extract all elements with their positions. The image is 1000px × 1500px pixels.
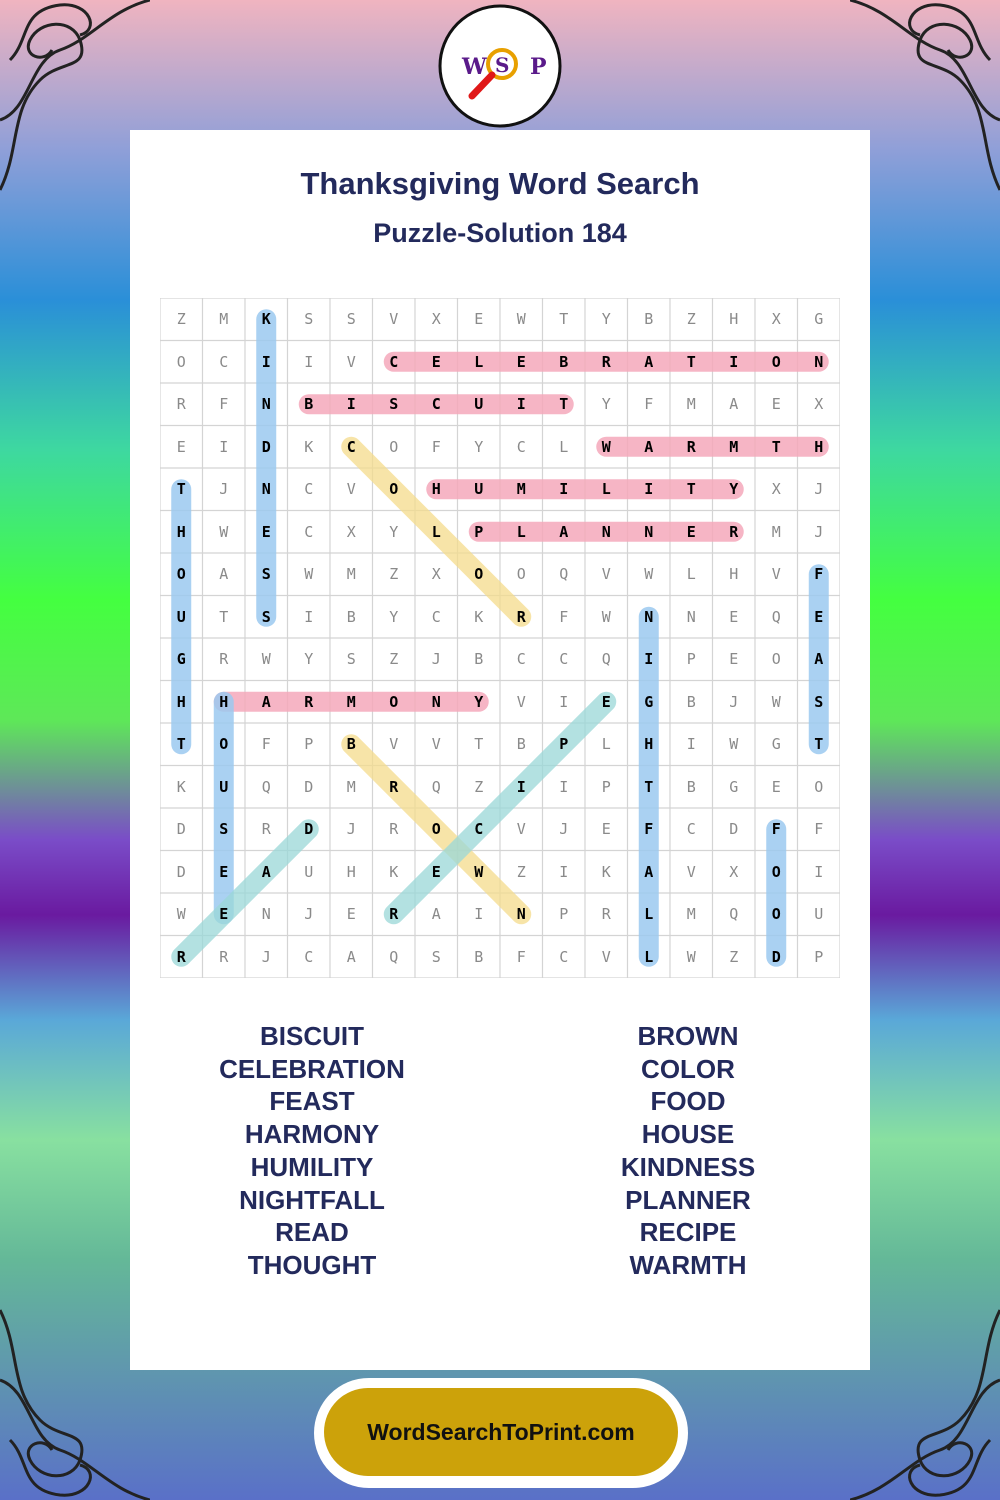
grid-cell[interactable]: C [686, 820, 696, 839]
grid-cell[interactable]: Y [389, 522, 399, 541]
grid-cell[interactable]: P [559, 735, 569, 754]
word-list-left [212, 1020, 412, 1282]
grid-cell[interactable]: E [431, 352, 441, 371]
grid-cell[interactable]: Z [516, 862, 526, 881]
grid-cell[interactable]: O [771, 650, 781, 669]
grid-cell[interactable]: Z [474, 777, 484, 796]
grid-cell[interactable]: O [771, 862, 781, 881]
grid-cell[interactable]: A [644, 862, 654, 881]
grid-cell[interactable]: V [686, 862, 696, 881]
grid-cell[interactable]: W [644, 565, 654, 584]
grid-cell[interactable]: H [814, 437, 824, 456]
grid-cell[interactable]: F [644, 395, 654, 414]
grid-cell[interactable]: I [559, 777, 569, 796]
grid-cell[interactable]: E [219, 862, 229, 881]
grid-cell[interactable]: V [431, 735, 441, 754]
grid-cell[interactable]: G [729, 777, 739, 796]
grid-cell[interactable]: J [431, 650, 441, 669]
grid-cell[interactable]: I [644, 650, 654, 669]
grid-cell[interactable]: U [304, 862, 314, 881]
word-list-item: HARMONY [244, 1119, 380, 1150]
grid-cell[interactable]: X [771, 310, 781, 329]
grid-cell[interactable]: H [176, 692, 186, 711]
grid-cell[interactable]: J [219, 480, 229, 499]
grid-cell[interactable]: V [516, 820, 526, 839]
grid-cell[interactable]: U [814, 905, 824, 924]
grid-cell[interactable]: Y [304, 650, 314, 669]
word-list-item: KINDNESS [620, 1151, 756, 1182]
grid-cell[interactable]: R [729, 522, 739, 541]
grid-cell[interactable]: E [729, 607, 739, 626]
corner-ornament-bottom-right [850, 1300, 1000, 1500]
grid-cell[interactable]: E [771, 395, 781, 414]
grid-cell[interactable]: Q [261, 777, 271, 796]
grid-cell[interactable]: A [559, 522, 569, 541]
grid-cell[interactable]: R [176, 947, 186, 966]
grid-cell[interactable]: Z [686, 310, 696, 329]
grid-cell[interactable]: O [431, 820, 441, 839]
grid-cell[interactable]: N [644, 607, 654, 626]
grid-cell[interactable]: O [516, 565, 526, 584]
grid-cell[interactable]: F [814, 820, 824, 839]
grid-cell[interactable]: A [814, 650, 824, 669]
grid-cell[interactable]: Y [389, 607, 399, 626]
grid-cell[interactable]: O [389, 692, 399, 711]
grid-cell[interactable]: M [686, 905, 696, 924]
grid-cell[interactable]: E [261, 522, 271, 541]
grid-cell[interactable]: Q [389, 947, 399, 966]
grid-cell[interactable]: J [261, 947, 271, 966]
grid-cell[interactable]: P [686, 650, 696, 669]
grid-cell[interactable]: J [559, 820, 569, 839]
grid-cell[interactable]: O [389, 437, 399, 456]
grid-cell[interactable]: S [261, 607, 271, 626]
grid-cell[interactable]: T [559, 395, 569, 414]
grid-cell[interactable]: E [729, 650, 739, 669]
grid-cell[interactable]: D [176, 862, 186, 881]
grid-cell[interactable]: R [516, 607, 526, 626]
grid-cell[interactable]: B [474, 650, 484, 669]
grid-cell[interactable]: T [474, 735, 484, 754]
word-list-item: FOOD [650, 1086, 726, 1117]
grid-cell[interactable]: A [346, 947, 356, 966]
grid-cell[interactable]: F [644, 820, 654, 839]
grid-cell[interactable]: Z [389, 650, 399, 669]
grid-cell[interactable]: N [261, 480, 271, 499]
grid-cell[interactable]: M [346, 777, 356, 796]
grid-cell[interactable]: L [516, 522, 526, 541]
grid-cell[interactable]: Q [431, 777, 441, 796]
grid-cell[interactable]: T [686, 352, 696, 371]
logo-letter-w: W [462, 54, 487, 80]
grid-cell[interactable]: C [219, 352, 229, 371]
grid-cell[interactable]: D [304, 820, 314, 839]
grid-cell[interactable]: W [261, 650, 271, 669]
word-list-item: READ [275, 1217, 349, 1248]
grid-cell[interactable]: A [431, 905, 441, 924]
grid-cell[interactable]: N [814, 352, 824, 371]
grid-cell[interactable]: C [389, 352, 399, 371]
grid-cell[interactable]: Q [559, 565, 569, 584]
grid-cell[interactable]: B [304, 395, 314, 414]
grid-cell[interactable]: E [771, 777, 781, 796]
grid-cell[interactable]: G [814, 310, 824, 329]
grid-cell[interactable]: V [601, 947, 611, 966]
grid-cell[interactable]: W [516, 310, 526, 329]
grid-cell[interactable]: P [814, 947, 824, 966]
grid-cell[interactable]: J [304, 905, 314, 924]
grid-cell[interactable]: Y [729, 480, 739, 499]
grid-cell[interactable]: X [431, 310, 441, 329]
word-list-right [588, 1020, 788, 1282]
grid-cell[interactable]: E [601, 692, 611, 711]
grid-cell[interactable]: C [559, 947, 569, 966]
footer-button[interactable] [324, 1388, 678, 1476]
grid-cell[interactable]: H [346, 862, 356, 881]
word-list-item: HOUSE [641, 1119, 735, 1150]
grid-cell[interactable]: A [729, 395, 739, 414]
grid-cell[interactable]: J [346, 820, 356, 839]
grid-cell[interactable]: Z [729, 947, 739, 966]
grid-cell[interactable]: K [474, 607, 484, 626]
grid-cell[interactable]: H [219, 692, 229, 711]
page-subtitle: Puzzle-Solution 184 [373, 218, 627, 248]
grid-cell[interactable]: R [389, 820, 399, 839]
grid-cell[interactable]: I [559, 862, 569, 881]
grid-cell[interactable]: C [431, 395, 441, 414]
grid-cell[interactable]: E [176, 437, 186, 456]
grid-cell[interactable]: A [219, 565, 229, 584]
grid-cell[interactable]: B [346, 735, 356, 754]
grid-cell[interactable]: I [516, 777, 526, 796]
grid-cell[interactable]: I [814, 862, 824, 881]
grid-cell[interactable]: J [814, 522, 824, 541]
grid-cell[interactable]: N [601, 522, 611, 541]
grid-cell[interactable]: E [516, 352, 526, 371]
grid-cell[interactable]: C [304, 480, 314, 499]
grid-cell[interactable]: Y [601, 310, 611, 329]
grid-cell[interactable]: B [516, 735, 526, 754]
grid-cell[interactable]: M [346, 692, 356, 711]
grid-cell[interactable]: R [601, 905, 611, 924]
grid-cell[interactable]: V [389, 735, 399, 754]
grid-cell[interactable]: I [474, 905, 484, 924]
grid-cell[interactable]: Y [601, 395, 611, 414]
grid-cell[interactable]: D [771, 947, 781, 966]
grid-cell[interactable]: W [601, 437, 611, 456]
grid-cell[interactable]: X [346, 522, 356, 541]
grid-cell[interactable]: Q [771, 607, 781, 626]
grid-cell[interactable]: R [389, 905, 399, 924]
word-list-item: BROWN [637, 1021, 739, 1051]
grid-cell[interactable]: W [304, 565, 314, 584]
grid-cell[interactable]: F [261, 735, 271, 754]
grid-cell[interactable]: I [729, 352, 739, 371]
grid-cell[interactable]: F [516, 947, 526, 966]
grid-cell[interactable]: S [814, 692, 824, 711]
grid-cell[interactable]: T [176, 480, 186, 499]
grid-cell[interactable]: N [431, 692, 441, 711]
grid-cell[interactable]: B [474, 947, 484, 966]
grid-cell[interactable]: Q [601, 650, 611, 669]
grid-cell[interactable]: X [431, 565, 441, 584]
grid-cell[interactable]: N [516, 905, 526, 924]
wsp-logo[interactable] [438, 4, 562, 128]
grid-cell[interactable]: R [601, 352, 611, 371]
grid-cell[interactable]: J [729, 692, 739, 711]
grid-cells [160, 298, 840, 978]
grid-cell[interactable]: R [219, 650, 229, 669]
grid-cell[interactable]: S [389, 395, 399, 414]
grid-cell[interactable]: C [346, 437, 356, 456]
grid-cell[interactable]: E [474, 310, 484, 329]
grid-cell[interactable]: I [261, 352, 271, 371]
grid-cell[interactable]: B [559, 352, 569, 371]
grid-cell[interactable]: L [644, 905, 654, 924]
grid-cell[interactable]: X [729, 862, 739, 881]
grid-cell[interactable]: T [219, 607, 229, 626]
grid-cell[interactable]: I [559, 480, 569, 499]
grid-cell[interactable]: B [686, 777, 696, 796]
grid-cell[interactable]: W [474, 862, 484, 881]
grid-cell[interactable]: M [729, 437, 739, 456]
grid-cell[interactable]: H [644, 735, 654, 754]
grid-cell[interactable]: C [304, 947, 314, 966]
grid-cell[interactable]: M [516, 480, 526, 499]
grid-cell[interactable]: F [559, 607, 569, 626]
grid-cell[interactable]: B [346, 607, 356, 626]
grid-cell[interactable]: C [516, 437, 526, 456]
grid-cell[interactable]: V [771, 565, 781, 584]
grid-cell[interactable]: T [176, 735, 186, 754]
grid-cell[interactable]: G [771, 735, 781, 754]
grid-cell[interactable]: I [219, 437, 229, 456]
corner-ornament-bottom-left [0, 1300, 150, 1500]
grid-cell[interactable]: K [176, 777, 186, 796]
grid-cell[interactable]: W [601, 607, 611, 626]
grid-cell[interactable]: C [516, 650, 526, 669]
grid-cell[interactable]: A [644, 352, 654, 371]
word-list-item: HUMILITY [250, 1151, 374, 1182]
grid-cell[interactable]: M [686, 395, 696, 414]
grid-cell[interactable]: I [686, 735, 696, 754]
word-list-item: THOUGHT [247, 1249, 377, 1280]
grid-cell[interactable]: I [559, 692, 569, 711]
grid-cell[interactable]: D [176, 820, 186, 839]
grid-cell[interactable]: W [176, 905, 186, 924]
word-list-item: NIGHTFALL [239, 1184, 385, 1215]
grid-cell[interactable]: Y [474, 692, 484, 711]
grid-cell[interactable]: N [261, 395, 271, 414]
grid-cell[interactable]: S [346, 650, 356, 669]
grid-cell[interactable]: X [771, 480, 781, 499]
grid-cell[interactable]: X [814, 395, 824, 414]
grid-cell[interactable]: Y [474, 437, 484, 456]
grid-cell[interactable]: O [771, 352, 781, 371]
grid-cell[interactable]: O [814, 777, 824, 796]
grid-cell[interactable]: G [176, 650, 186, 669]
grid-cell[interactable]: I [644, 480, 654, 499]
grid-cell[interactable]: R [219, 947, 229, 966]
grid-cell[interactable]: J [814, 480, 824, 499]
grid-cell[interactable]: P [304, 735, 314, 754]
grid-cell[interactable]: O [219, 735, 229, 754]
word-list-item: COLOR [641, 1053, 735, 1084]
grid-cell[interactable]: P [474, 522, 484, 541]
grid-cell[interactable]: L [644, 947, 654, 966]
grid-cell[interactable]: T [814, 735, 824, 754]
grid-cell[interactable]: L [601, 480, 611, 499]
grid-cell[interactable]: L [559, 437, 569, 456]
footer-link-text[interactable]: WordSearchToPrint.com [367, 1418, 635, 1445]
grid-cell[interactable]: V [389, 310, 399, 329]
grid-cell[interactable]: G [644, 692, 654, 711]
word-list-item: BISCUIT [260, 1021, 364, 1051]
grid-cell[interactable]: F [219, 395, 229, 414]
logo-letter-p: P [530, 54, 547, 80]
grid-cell[interactable]: A [261, 862, 271, 881]
grid-cell[interactable]: R [176, 395, 186, 414]
word-list-item: PLANNER [625, 1184, 751, 1215]
grid-cell[interactable]: O [771, 905, 781, 924]
grid-cell[interactable]: L [474, 352, 484, 371]
grid-cell[interactable]: W [219, 522, 229, 541]
grid-cell[interactable]: O [389, 480, 399, 499]
grid-cell[interactable]: E [686, 522, 696, 541]
word-search-grid [160, 298, 840, 978]
grid-cell[interactable]: F [771, 820, 781, 839]
logo-letter-s: S [495, 53, 510, 77]
word-list-item: FEAST [269, 1086, 355, 1117]
grid-cell[interactable]: S [261, 565, 271, 584]
grid-cell[interactable]: C [559, 650, 569, 669]
grid-cell[interactable]: N [261, 905, 271, 924]
grid-cell[interactable]: L [686, 565, 696, 584]
grid-cell[interactable]: H [176, 522, 186, 541]
grid-cell[interactable]: D [261, 437, 271, 456]
grid-cell[interactable]: H [729, 565, 739, 584]
grid-cell[interactable]: B [644, 310, 654, 329]
grid-cell[interactable]: E [601, 820, 611, 839]
grid-cell[interactable]: U [219, 777, 229, 796]
grid-cell[interactable]: S [431, 947, 441, 966]
grid-cell[interactable]: P [601, 777, 611, 796]
grid-cell[interactable]: E [219, 905, 229, 924]
grid-cell[interactable]: C [304, 522, 314, 541]
grid-cell[interactable]: C [474, 820, 484, 839]
grid-cell[interactable]: F [814, 565, 824, 584]
grid-cell[interactable]: D [729, 820, 739, 839]
grid-cell[interactable]: I [516, 395, 526, 414]
grid-cell[interactable]: U [176, 607, 186, 626]
grid-cell[interactable]: A [261, 692, 271, 711]
grid-cell[interactable]: W [686, 947, 696, 966]
page-title: Thanksgiving Word Search [300, 166, 700, 201]
grid-cell[interactable]: Q [729, 905, 739, 924]
grid-cell[interactable]: T [686, 480, 696, 499]
grid-cell[interactable]: V [516, 692, 526, 711]
grid-cell[interactable]: I [346, 395, 356, 414]
grid-cell[interactable]: U [474, 480, 484, 499]
grid-cell[interactable]: T [559, 310, 569, 329]
grid-cell[interactable]: M [771, 522, 781, 541]
grid-cell[interactable]: E [431, 862, 441, 881]
grid-cell[interactable]: S [346, 310, 356, 329]
grid-cell[interactable]: W [729, 735, 739, 754]
grid-cell[interactable]: T [644, 777, 654, 796]
word-list-item: RECIPE [639, 1217, 737, 1248]
grid-cell[interactable]: T [771, 437, 781, 456]
grid-cell[interactable]: S [219, 820, 229, 839]
grid-cell[interactable]: M [346, 565, 356, 584]
grid-cell[interactable]: B [686, 692, 696, 711]
word-list-item: WARMTH [629, 1249, 747, 1280]
grid-cell[interactable]: N [644, 522, 654, 541]
grid-cell[interactable]: F [431, 437, 441, 456]
grid-cell[interactable]: O [176, 565, 186, 584]
footer-pill[interactable] [314, 1378, 688, 1488]
grid-cell[interactable]: R [261, 820, 271, 839]
grid-cell[interactable]: V [346, 480, 356, 499]
grid-cell[interactable]: Z [176, 310, 186, 329]
grid-cell[interactable]: K [261, 310, 271, 329]
grid-cell[interactable]: M [219, 310, 229, 329]
grid-cell[interactable]: C [431, 607, 441, 626]
word-list-item: CELEBRATION [219, 1053, 405, 1084]
grid-cell[interactable]: O [176, 352, 186, 371]
grid-cell[interactable]: K [304, 437, 314, 456]
grid-cell[interactable]: E [346, 905, 356, 924]
grid-cell[interactable]: K [601, 862, 611, 881]
grid-cell[interactable]: R [389, 777, 399, 796]
grid-cell[interactable]: I [304, 352, 314, 371]
grid-cell[interactable]: R [686, 437, 696, 456]
grid-cell[interactable]: D [304, 777, 314, 796]
grid-cell[interactable]: A [644, 437, 654, 456]
grid-cell[interactable]: Z [389, 565, 399, 584]
grid-cell[interactable]: R [304, 692, 314, 711]
grid-cell[interactable]: K [389, 862, 399, 881]
grid-cell[interactable]: N [686, 607, 696, 626]
grid-cell[interactable]: W [771, 692, 781, 711]
grid-cell[interactable]: E [814, 607, 824, 626]
grid-cell[interactable]: I [304, 607, 314, 626]
grid-cell[interactable]: H [431, 480, 441, 499]
grid-cell[interactable]: U [474, 395, 484, 414]
grid-cell[interactable]: L [431, 522, 441, 541]
grid-cell[interactable]: S [304, 310, 314, 329]
grid-cell[interactable]: L [601, 735, 611, 754]
grid-cell[interactable]: H [729, 310, 739, 329]
grid-cell[interactable]: O [474, 565, 484, 584]
grid-cell[interactable]: V [601, 565, 611, 584]
grid-cell[interactable]: V [346, 352, 356, 371]
grid-cell[interactable]: P [559, 905, 569, 924]
